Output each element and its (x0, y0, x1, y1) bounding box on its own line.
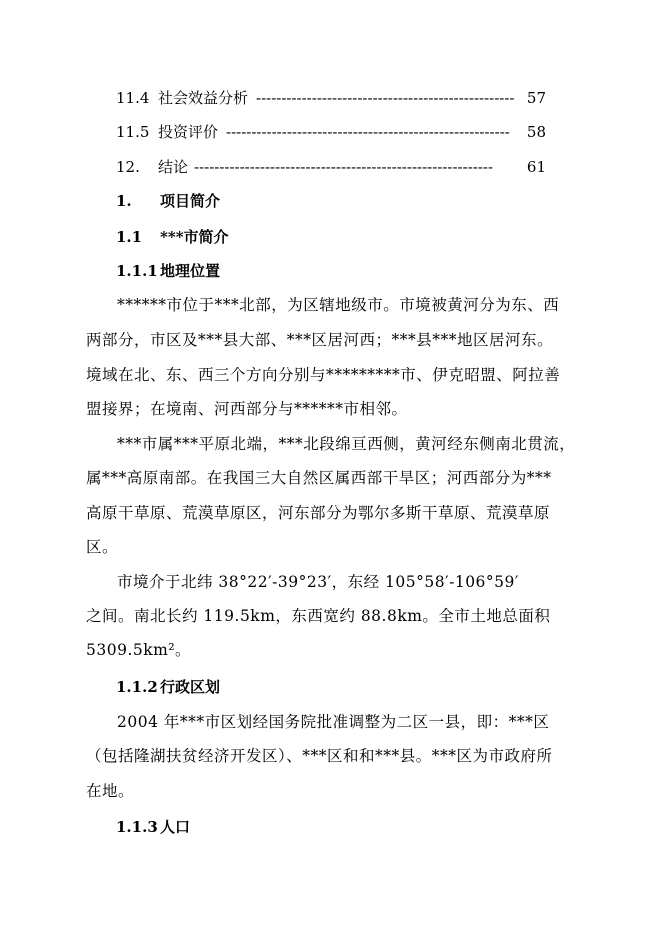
paragraph-line: ******市位于***北部，为区辖地级市。市境被黄河分为东、西 (117, 296, 560, 314)
heading-title: 项目简介 (160, 192, 221, 210)
paragraph-line: 在地。 (86, 782, 135, 800)
heading-number: 1.1.2 (116, 678, 158, 696)
toc-entry[interactable] (116, 120, 546, 144)
toc-entry-number: 12. (116, 158, 140, 176)
paragraph-line: 之间。南北长约 119.5km，东西宽约 88.8km。全市土地总面积 (86, 607, 551, 625)
paragraph-line: ***市属***平原北端，***北段绵亘西侧，黄河经东侧南北贯流， (117, 435, 576, 453)
paragraph-line: 市境介于北纬 38°22′-39°23′，东经 105°58′-106°59′ (117, 573, 519, 591)
heading-title: ***市简介 (160, 228, 229, 246)
paragraph-line: 区。 (86, 538, 119, 556)
paragraph-line: 境域在北、东、西三个方向分别与*********市、伊克昭盟、阿拉善 (86, 366, 561, 384)
heading-number: 1.1.1 (116, 262, 158, 280)
paragraph-line: 盟接界；在境南、河西部分与******市相邻。 (86, 400, 408, 418)
toc-entry-title: 社会效益分析 (158, 89, 249, 107)
toc-entry-page: 58 (527, 120, 546, 144)
toc-entry[interactable] (116, 155, 546, 179)
paragraph-line: 2004 年***市区划经国务院批准调整为二区一县，即：***区 (117, 713, 550, 731)
toc-entry-number: 11.4 (116, 89, 150, 107)
heading-number: 1.1 (116, 228, 143, 246)
paragraph-line: 属***高原南部。在我国三大自然区属西部干旱区；河西部分为*** (86, 469, 552, 487)
toc-leader-dots: ----------------------------------------------------------- (194, 158, 494, 176)
toc-entry[interactable] (116, 86, 546, 110)
heading-number: 1. (116, 192, 132, 210)
heading-title: 人口 (160, 818, 191, 836)
toc-entry-number: 11.5 (116, 123, 150, 141)
toc-entry-title: 投资评价 (158, 123, 219, 141)
toc-leader-dots: --------------------------------------------------- (256, 89, 515, 107)
heading-title: 地理位置 (160, 262, 221, 280)
toc-leader-dots: -------------------------------------------------------- (226, 123, 510, 141)
heading-title: 行政区划 (160, 678, 221, 696)
heading-number: 1.1.3 (116, 818, 158, 836)
paragraph-line: 两部分，市区及***县大部、***区居河西；***县***地区居河东。 (86, 331, 554, 349)
paragraph-line: 5309.5km²。 (86, 641, 192, 659)
toc-entry-page: 61 (527, 155, 546, 179)
paragraph-line: （包括隆湖扶贫经济开发区）、***区和和***县。***区为市政府所 (86, 747, 553, 765)
toc-entry-page: 57 (527, 86, 546, 110)
paragraph-line: 高原干草原、荒漠草原区，河东部分为鄂尔多斯干草原、荒漠草原 (86, 504, 551, 522)
toc-entry-title: 结论 (158, 158, 189, 176)
